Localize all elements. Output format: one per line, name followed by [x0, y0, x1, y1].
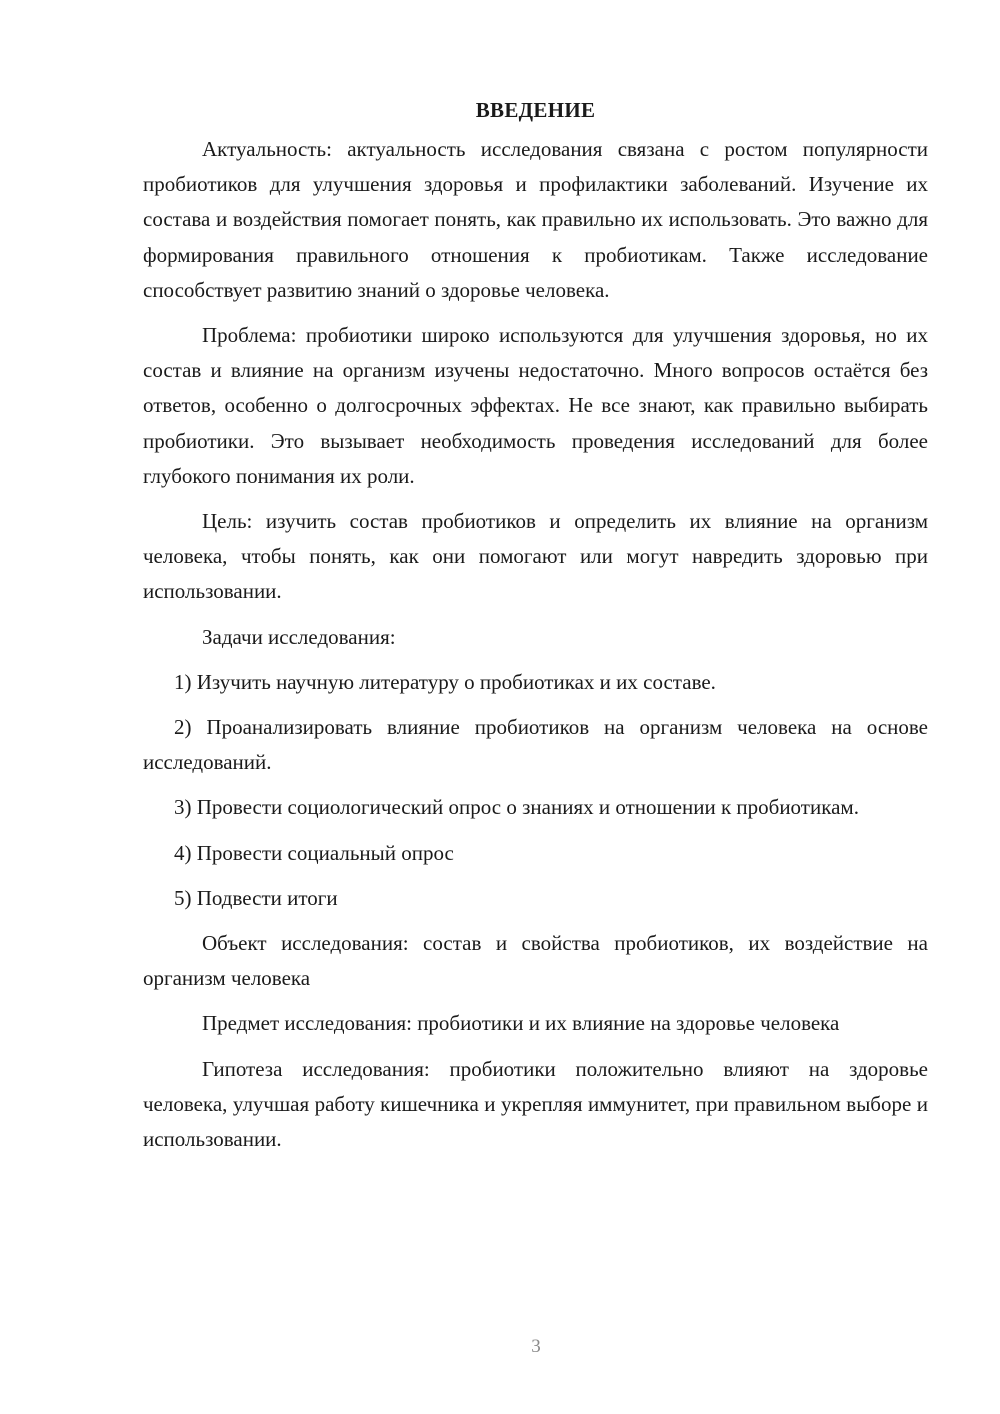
subject-paragraph: Предмет исследования: пробиотики и их влияние на здоровье человека	[202, 1011, 840, 1036]
tasks-title: Задачи исследования:	[202, 624, 396, 649]
page-title: ВВЕДЕНИЕ	[475, 98, 596, 122]
relevance-paragraph: Актуальность: актуальность исследования связана с ростом популярности пробиотиков для улучшения здоровья и профилактики заболеваний. Изучение их состава и воздействия помогает понять, как правильно их использовать. Это важно для формирования правильного отношения к пробиотикам. Также исследование способствует развитию знаний о здоровье человека.	[143, 137, 928, 302]
task-item-3: 3) Провести социологический опрос о знаниях и отношении к пробиотикам.	[174, 795, 859, 820]
goal-paragraph: Цель: изучить состав пробиотиков и определить их влияние на организм человека, чтобы понять, как они помогают или могут навредить здоровью при использовании.	[143, 509, 928, 604]
task-item-1: 1) Изучить научную литературу о пробиотиках и их составе.	[174, 669, 716, 694]
document-page	[143, 96, 928, 1167]
task-item-4: 4) Провести социальный опрос	[174, 840, 454, 865]
task-item-2: 2) Проанализировать влияние пробиотиков на организм человека на основе исследований.	[143, 715, 928, 775]
task-item-5: 5) Подвести итоги	[174, 885, 338, 910]
object-paragraph: Объект исследования: состав и свойства пробиотиков, их воздействие на организм человека	[143, 931, 928, 991]
problem-paragraph: Проблема: пробиотики широко используются для улучшения здоровья, но их состав и влияние на организм изучены недостаточно. Много вопросов остаётся без ответов, особенно о долгосрочных эффектах. Не все знают, как правильно выбирать пробиотики. Это вызывает необходимость проведения исследований для более глубокого понимания их роли.	[143, 323, 928, 488]
page-number: 3	[531, 1336, 541, 1357]
hypothesis-paragraph: Гипотеза исследования: пробиотики положительно влияют на здоровье человека, улучшая работу кишечника и укрепляя иммунитет, при правильном выборе и использовании.	[143, 1056, 928, 1152]
